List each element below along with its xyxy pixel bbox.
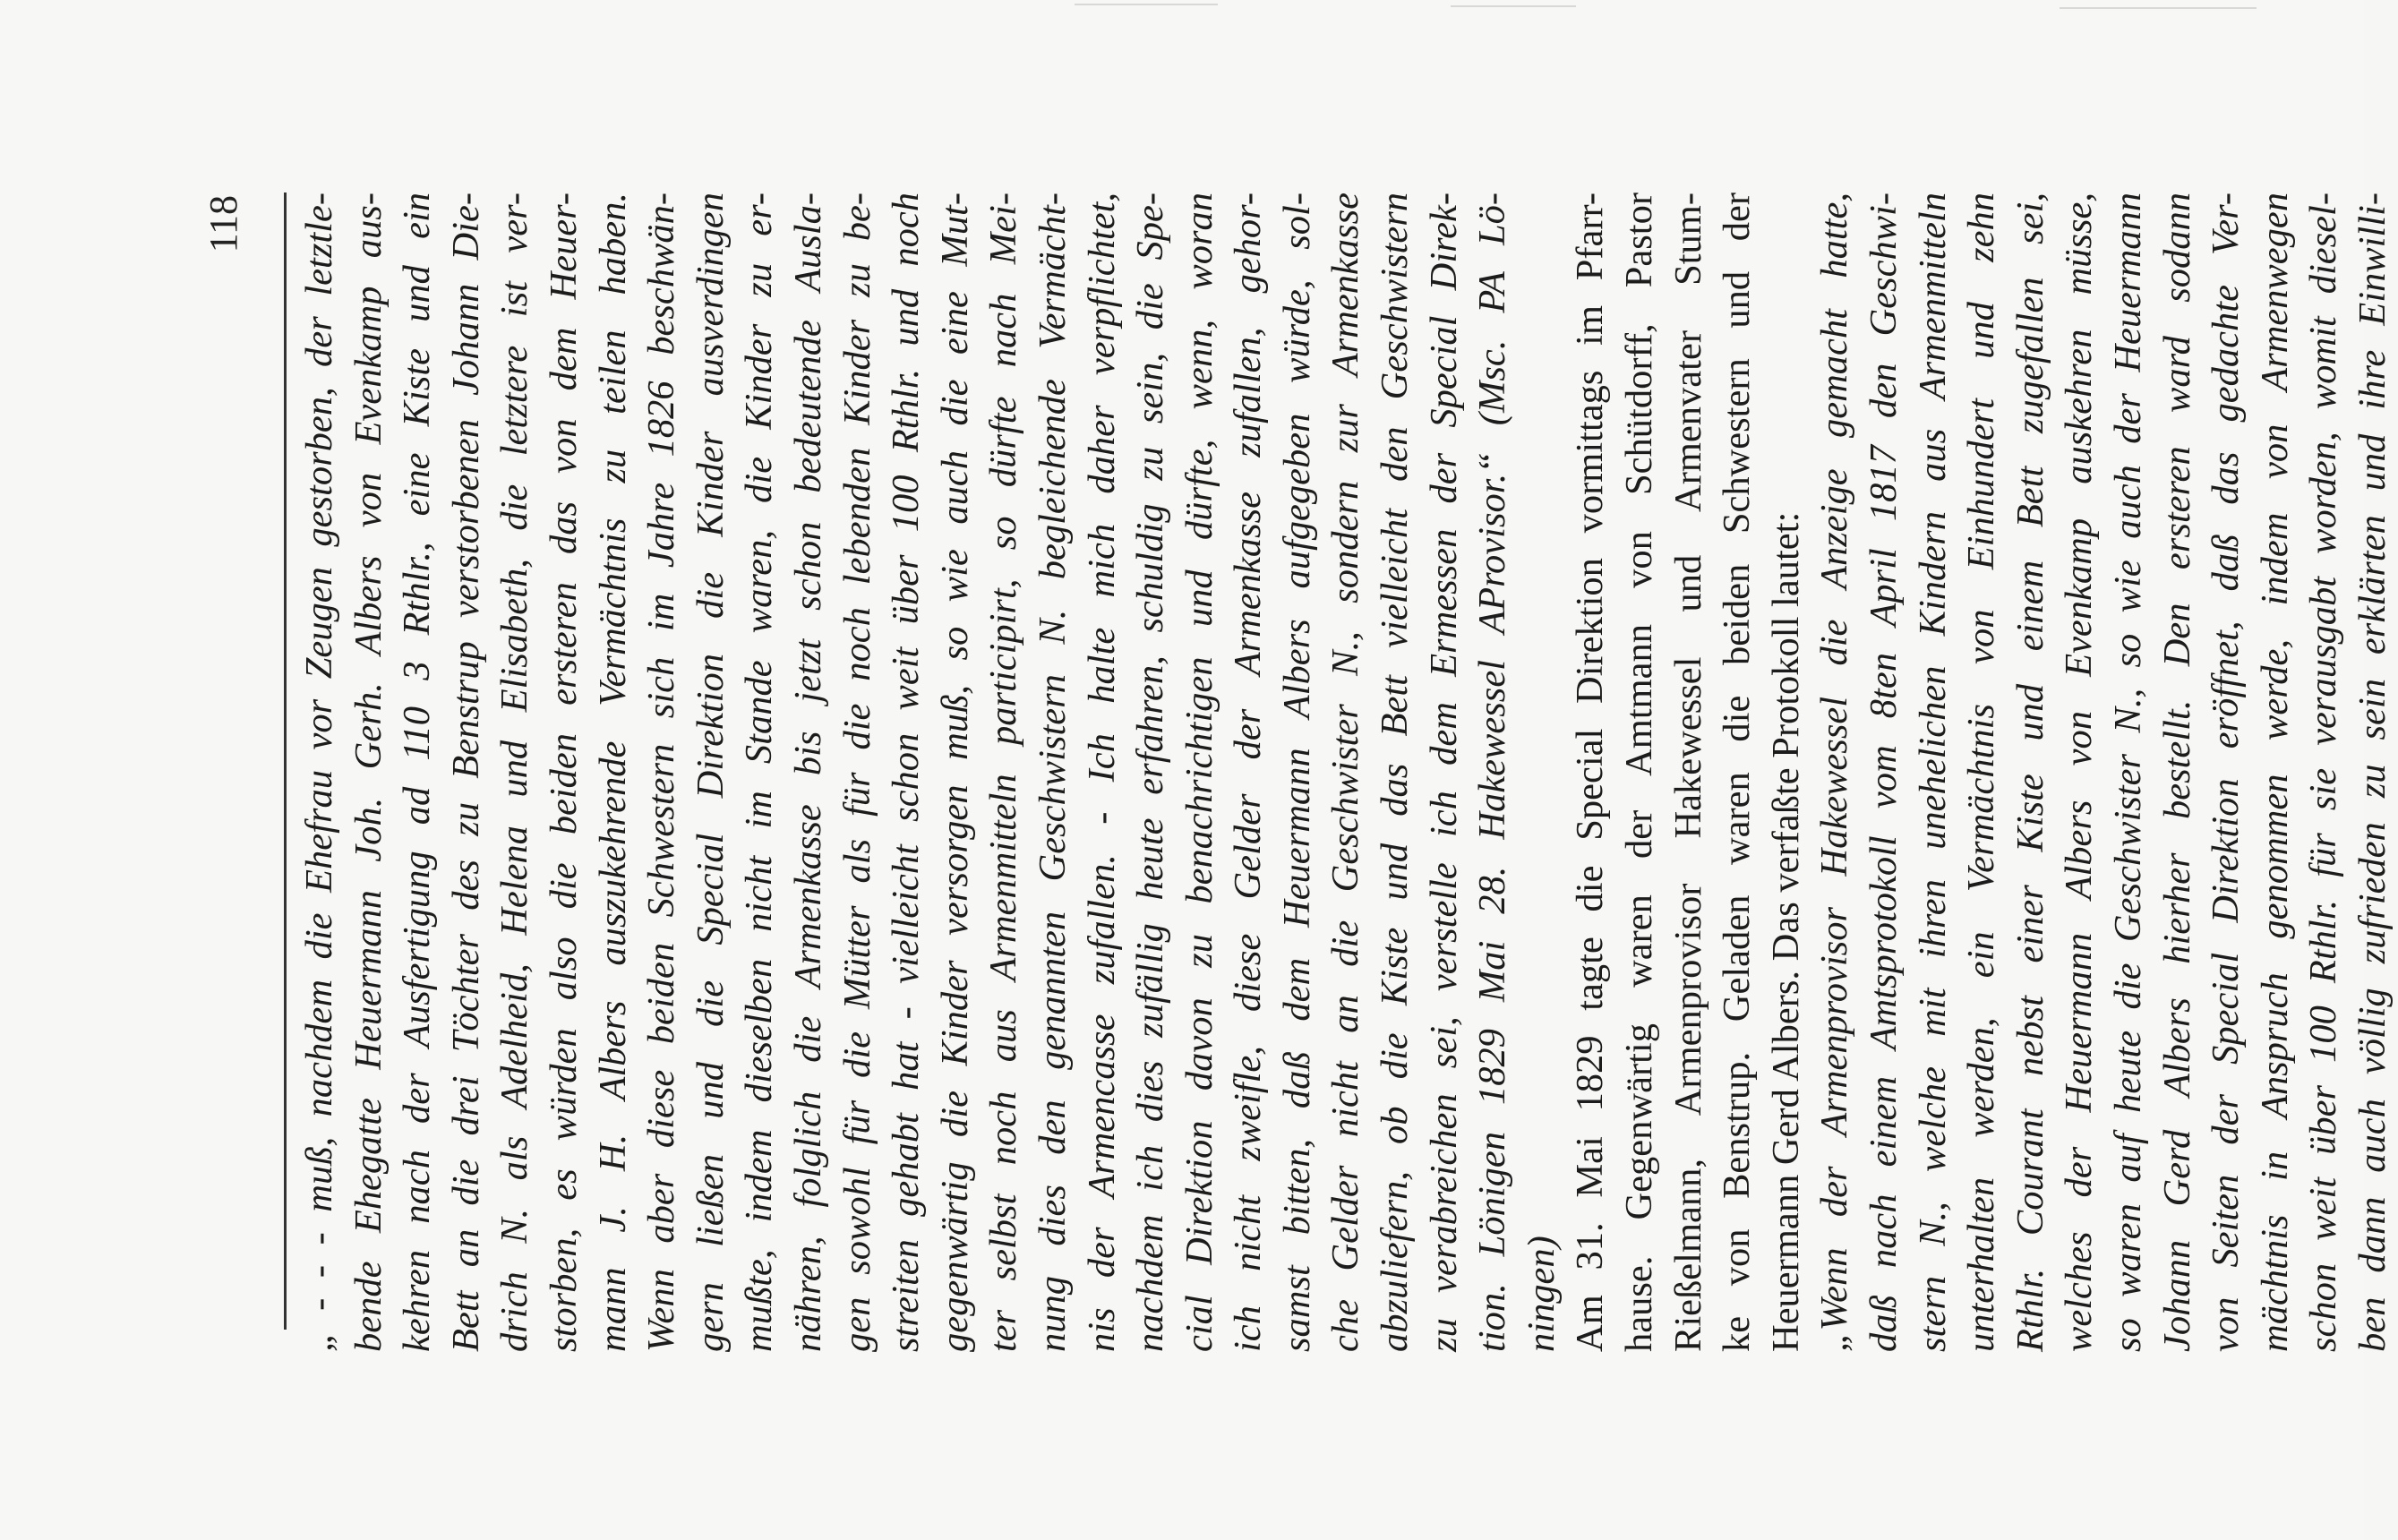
text-line: gen sowohl für die Mütter als für die noch lebenden Kinder zu be- <box>835 192 878 1352</box>
text-line: ter selbst noch aus Armenmitteln participirt, so dürfte nach Mei- <box>982 192 1025 1352</box>
text-line: samst bitten, daß dem Heuermann Albers aufgegeben würde, sol- <box>1275 192 1318 1352</box>
text-line: gegenwärtig die Kinder versorgen muß, so wie auch die eine Mut- <box>933 192 976 1352</box>
text-line: storben, es würden also die beiden ersteren das von dem Heuer- <box>542 192 585 1352</box>
text-line: so waren auf heute die Geschwister N., so wie auch der Heuermann <box>2106 192 2149 1352</box>
text-line: nähren, folglich die Armenkasse bis jetzt schon bedeutende Ausla- <box>786 192 829 1352</box>
text-line: Wenn aber diese beiden Schwestern sich im Jahre 1826 beschwän- <box>640 192 683 1352</box>
text-line: mann J. H. Albers auszukehrende Vermächtnis zu teilen haben. <box>591 192 634 1352</box>
text-line: kehren nach der Ausfertigung ad 110 3 Rthlr., eine Kiste und ein <box>396 192 439 1352</box>
text-line: mußte, indem dieselben nicht im Stande waren, die Kinder zu er- <box>738 192 781 1352</box>
text-line: hause. Gegenwärtig waren der Amtmann von Schütdorff, Pastor <box>1618 192 1661 1352</box>
text-line: gern ließen und die Special Direktion die Kinder ausverdingen <box>689 192 732 1352</box>
text-line: streiten gehabt hat - vielleicht schon weit über 100 Rthlr. und noch <box>885 192 928 1352</box>
text-line: tion. Lönigen 1829 Mai 28. Hakewessel AProvisor.“ (Msc. PA Lö- <box>1471 192 1514 1352</box>
text-line: drich N. als Adelheid, Helena und Elisabeth, die letztere ist ver- <box>493 192 536 1352</box>
text-line: che Gelder nicht an die Geschwister N., sondern zur Armenkasse <box>1324 192 1367 1352</box>
text-line: cial Direktion davon zu benachrichtigen und dürfte, wenn, woran <box>1178 192 1220 1352</box>
text-line: von Seiten der Special Direktion eröffnet, daß das gedachte Ver- <box>2205 192 2248 1352</box>
text-line: stern N., welche mit ihren unehelichen Kindern aus Armenmitteln <box>1911 192 1954 1352</box>
page-number: 118 <box>201 195 245 253</box>
text-line: ben dann auch völlig zufrieden zu sein erklärten und ihre Einwilli- <box>2351 192 2394 1352</box>
text-line: abzuliefern, ob die Kiste und das Bett vielleicht den Geschwistern <box>1374 192 1417 1352</box>
text-line: Am 31. Mai 1829 tagte die Special Direktion vormittags im Pfarr- <box>1569 192 1612 1352</box>
text-line: Bett an die drei Töchter des zu Benstrup verstorbenen Johann Die- <box>444 192 487 1352</box>
text-line: „Wenn der Armenprovisor Hakewessel die Anzeige gemacht hatte, <box>1813 192 1856 1352</box>
body-text <box>295 192 2394 1352</box>
text-line: ningen) <box>1520 1236 1563 1352</box>
text-line: daß nach einem Amtsprotokoll vom 8ten April 1817 den Geschwi- <box>1863 192 1905 1352</box>
text-line: Heuermann Gerd Albers. Das verfaßte Protokoll lautet: <box>1764 511 1807 1352</box>
text-line: nis der Armencasse zufallen. - Ich halte mich daher verpflichtet, <box>1080 192 1123 1352</box>
text-line: zu verabreichen sei, verstelle ich dem Ermessen der Special Direk- <box>1422 192 1465 1352</box>
text-line: unterhalten werden, ein Vermächtnis von Einhundert und zehn <box>1960 192 2003 1352</box>
text-line: mächtnis in Anspruch genommen werde, indem von Armenwegen <box>2253 192 2296 1352</box>
text-line: nung dies den genannten Geschwistern N. begleichende Vermächt- <box>1031 192 1074 1352</box>
text-line: Rthlr. Courant nebst einer Kiste und einem Bett zugefallen sei, <box>2008 192 2051 1352</box>
text-line: bende Ehegatte Heuermann Joh. Gerh. Albers von Evenkamp aus- <box>347 192 390 1352</box>
text-line: nachdem ich dies zufällig heute erfahren, schuldig zu sein, die Spe- <box>1129 192 1172 1352</box>
text-line: ich nicht zweifle, diese Gelder der Armenkasse zufallen, gehor- <box>1227 192 1270 1352</box>
text-line: Johann Gerd Albers hierher bestellt. Den ersteren ward sodann <box>2155 192 2198 1352</box>
header-rule <box>284 192 287 1330</box>
text-line: Rießelmann, Armenprovisor Hakewessel und Armenvater Stum- <box>1666 192 1709 1352</box>
text-line: welches der Heuermann Albers von Evenkamp auskehren müsse, <box>2058 192 2101 1352</box>
text-line: schon weit über 100 Rthlr. für sie verausgabt worden, womit diesel- <box>2302 192 2345 1352</box>
text-line: ke von Benstrup. Geladen waren die beiden Schwestern und der <box>1716 192 1759 1352</box>
text-line: „ - - - muß, nachdem die Ehefrau vor Zeugen gestorben, der letztle- <box>298 192 340 1352</box>
